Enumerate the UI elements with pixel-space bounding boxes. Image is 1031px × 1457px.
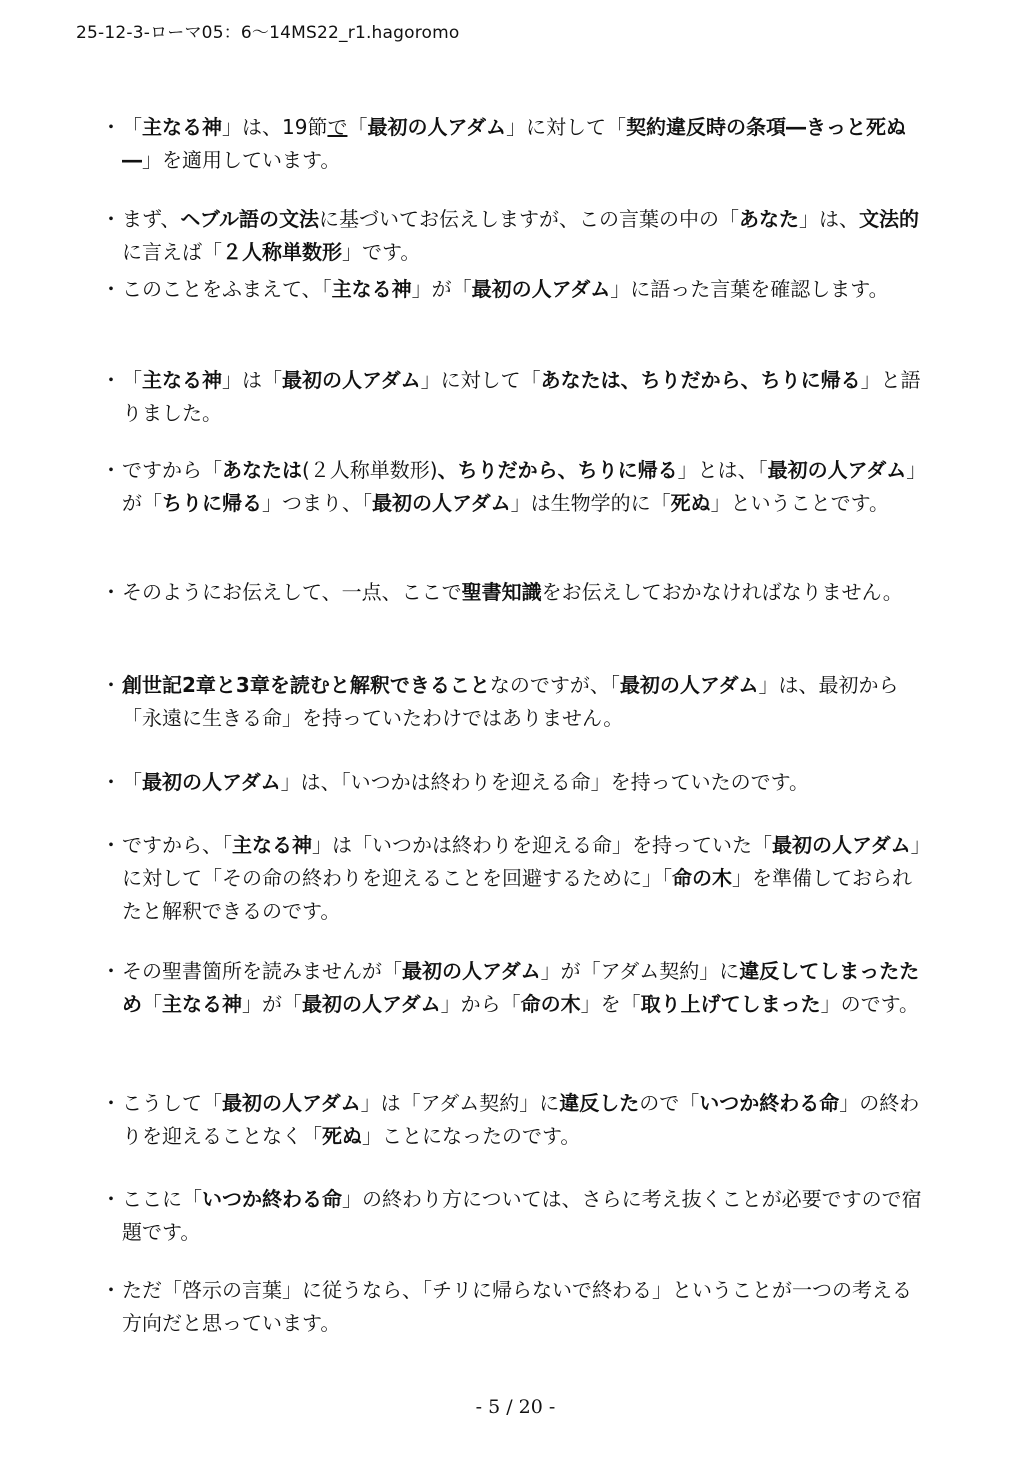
text-segment: 」に対して「その命の終わりを迎えることを回避するために」「 <box>122 833 921 890</box>
text-segment: このことをふまえて、「 <box>122 277 332 301</box>
text-segment: なのですが、「 <box>489 673 620 697</box>
emphasized-text: 命の木 <box>520 992 581 1016</box>
emphasized-text: いつか終わる命 <box>699 1091 840 1115</box>
emphasized-text: 死ぬ <box>322 1124 362 1148</box>
emphasized-text: 死ぬ <box>670 491 711 515</box>
emphasized-text: 最初の人アダム <box>471 277 611 301</box>
bullet-paragraph <box>100 454 930 520</box>
text-segment: (２人称単数形) <box>302 458 438 482</box>
bullet-text <box>122 1274 930 1340</box>
emphasized-text: いつか終わる命 <box>202 1187 342 1211</box>
bullet-marker: ・ <box>101 277 121 301</box>
emphasized-text: 主なる神 <box>142 368 222 392</box>
bullet-paragraph <box>100 111 930 177</box>
bullet-text <box>122 454 930 520</box>
text-segment: で <box>327 115 348 139</box>
emphasized-text: あなたは、ちりだから、ちりに帰る <box>540 368 861 392</box>
emphasized-text: 取り上げてしまった <box>640 992 821 1016</box>
text-segment: 「 <box>347 115 368 139</box>
emphasized-text: あなたは <box>222 458 302 482</box>
bullet-paragraph <box>100 669 930 735</box>
emphasized-text: 主なる神 <box>331 277 412 301</box>
text-segment: そのようにお伝えして、一点、ここで <box>122 580 462 604</box>
text-segment: 」が「 <box>411 277 472 301</box>
text-segment: まず、 <box>122 207 181 231</box>
bullet-marker: ・ <box>101 368 121 392</box>
text-segment: ので「 <box>639 1091 700 1115</box>
text-segment: 」から「 <box>440 992 521 1016</box>
bullet-paragraph <box>100 1183 930 1249</box>
bullet-text <box>122 111 930 177</box>
text-segment: 」は「いつかは終わりを迎える命」を持っていた「 <box>312 833 772 857</box>
bullet-paragraph <box>100 1274 930 1340</box>
emphasized-text: 最初の人アダム <box>372 491 511 515</box>
bullet-text <box>122 576 930 609</box>
text-segment: 」は「アダム契約」に <box>360 1091 560 1115</box>
emphasized-text: 最初の人アダム <box>767 458 907 482</box>
text-segment: 」を準備しておられたと解釈できるのです。 <box>122 866 912 923</box>
emphasized-text: 最初の人アダム <box>619 673 759 697</box>
text-segment: 」の終わり方については、さらに考え抜くことが必要ですので宿題です。 <box>122 1187 922 1244</box>
bullet-text <box>122 273 930 306</box>
text-segment: 」は、19節 <box>222 115 328 139</box>
bullet-marker: ・ <box>101 1091 121 1115</box>
emphasized-text: 最初の人アダム <box>142 770 281 794</box>
emphasized-text: 最初の人アダム <box>367 115 507 139</box>
bullet-text <box>122 203 930 269</box>
text-segment: 」のです。 <box>820 992 920 1016</box>
bullet-paragraph <box>100 273 930 306</box>
emphasized-text: 、ちりだから、ちりに帰る <box>437 458 678 482</box>
text-segment: 」の終わりを迎えることなく「 <box>122 1091 920 1148</box>
text-segment: 」ことになったのです。 <box>362 1124 581 1148</box>
text-segment: 」が「 <box>122 458 927 515</box>
text-segment: 「 <box>122 368 142 392</box>
text-segment: 」です。 <box>342 240 421 264</box>
emphasized-text: 契約違反時の条項―きっと死ぬ― <box>122 115 907 172</box>
bullet-paragraph <box>100 955 930 1021</box>
text-segment: 」と語りました。 <box>122 368 921 425</box>
bullet-marker: ・ <box>101 207 121 231</box>
emphasized-text: ちりに帰る <box>162 491 262 515</box>
text-segment: こうして「 <box>122 1091 222 1115</box>
emphasized-text: 違反した <box>559 1091 640 1115</box>
emphasized-text: 最初の人アダム <box>222 1091 361 1115</box>
bullet-text <box>122 1087 930 1153</box>
emphasized-text: 最初の人アダム <box>772 833 911 857</box>
bullet-marker: ・ <box>101 673 121 697</box>
bullet-paragraph <box>100 829 930 928</box>
text-segment: 「 <box>122 770 142 794</box>
bullet-paragraph <box>100 364 930 430</box>
bullet-text <box>122 364 930 430</box>
text-segment: 」は、 <box>799 207 860 231</box>
emphasized-text: あなた <box>739 207 800 231</box>
text-segment: 」が「アダム契約」に <box>540 959 740 983</box>
bullet-marker: ・ <box>101 1187 121 1211</box>
text-segment: ですから「 <box>122 458 222 482</box>
text-segment: 」に語った言葉を確認します。 <box>610 277 889 301</box>
bullet-marker: ・ <box>101 458 121 482</box>
text-segment: 」は、「いつかは終わりを迎える命」を持っていたのです。 <box>280 770 810 794</box>
text-segment: ここに「 <box>122 1187 202 1211</box>
text-segment: ですから、「 <box>122 833 232 857</box>
text-segment: 」が「 <box>242 992 302 1016</box>
bullet-marker: ・ <box>101 959 121 983</box>
text-segment: 」に対して「 <box>420 368 541 392</box>
page-number: - 5 / 20 - <box>475 1396 556 1418</box>
emphasized-text: ヘブル語の文法 <box>180 207 320 231</box>
text-segment: 」に対して「 <box>506 115 627 139</box>
emphasized-text: 創世記2章と3章を読むと解釈できること <box>122 673 490 697</box>
text-segment: ただ「啓示の言葉」に従うなら、「チリに帰らないで終わる」ということが一つの考える方向だと思っています。 <box>122 1278 912 1335</box>
document-header: 25-12-3-ローマ05：6～14MS22_r1.hagoromo <box>76 23 460 43</box>
emphasized-text: 聖書知識 <box>461 580 542 604</box>
bullet-marker: ・ <box>101 1278 121 1302</box>
emphasized-text: 主なる神 <box>232 833 312 857</box>
text-segment: 」は、最初から「永遠に生きる命」を持っていたわけではありません。 <box>122 673 899 730</box>
bullet-marker: ・ <box>101 580 121 604</box>
emphasized-text: ２人称単数形 <box>222 240 342 264</box>
bullet-marker: ・ <box>101 115 121 139</box>
text-segment: 」とは、「 <box>677 458 768 482</box>
emphasized-text: 違反してしまったため <box>122 959 920 1016</box>
emphasized-text: 最初の人アダム <box>282 368 421 392</box>
bullet-text <box>122 1183 930 1249</box>
bullet-paragraph <box>100 203 930 269</box>
emphasized-text: 文法的 <box>859 207 920 231</box>
text-segment: その聖書箇所を読みませんが「 <box>122 959 402 983</box>
bullet-text <box>122 669 930 735</box>
text-segment: に基づいてお伝えしますが、この言葉の中の「 <box>319 207 740 231</box>
bullet-text <box>122 829 930 928</box>
emphasized-text: 最初の人アダム <box>402 959 541 983</box>
emphasized-text: 主なる神 <box>162 992 242 1016</box>
text-segment: 」を適用しています。 <box>142 148 341 172</box>
text-segment: 」を「 <box>580 992 641 1016</box>
emphasized-text: 最初の人アダム <box>302 992 441 1016</box>
text-segment: 」は生物学的に「 <box>510 491 671 515</box>
text-segment: 」は「 <box>222 368 282 392</box>
text-segment: 」つまり、「 <box>262 491 372 515</box>
text-segment: 「 <box>142 992 162 1016</box>
emphasized-text: 命の木 <box>672 866 732 890</box>
text-segment: に言えば「 <box>122 240 222 264</box>
emphasized-text: 主なる神 <box>142 115 222 139</box>
bullet-text <box>122 766 930 799</box>
text-segment: をお伝えしておかなければなりません。 <box>541 580 903 604</box>
text-segment: 」ということです。 <box>710 491 890 515</box>
bullet-paragraph <box>100 576 930 609</box>
bullet-marker: ・ <box>101 833 121 857</box>
bullet-paragraph <box>100 1087 930 1153</box>
bullet-text <box>122 955 930 1021</box>
bullet-marker: ・ <box>101 770 121 794</box>
text-segment: 「 <box>122 115 142 139</box>
bullet-paragraph <box>100 766 930 799</box>
